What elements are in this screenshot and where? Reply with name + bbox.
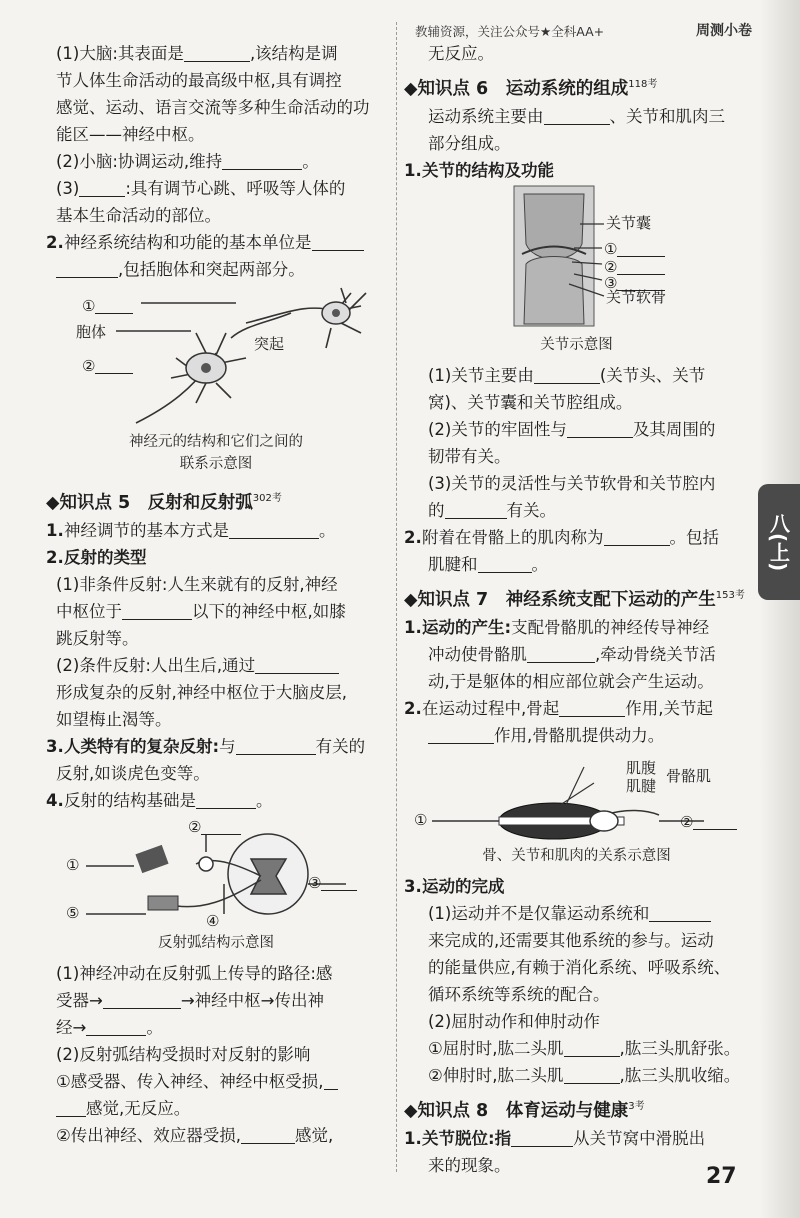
reflex-label-1: ① [66,856,80,874]
joint-label-capsule: 关节囊 [606,214,652,232]
answer-blank[interactable] [445,500,507,519]
section-7-heading: ◆知识点 7 神经系统支配下运动的产生$^{153考}$ [404,589,745,610]
answer-blank[interactable] [527,644,595,663]
page-edge-shadow [760,0,800,1218]
reflex-arc-figure [46,814,386,932]
muscle-label-belly: 肌腹 [626,759,657,777]
reflex-label-2: ② [188,816,241,836]
answer-blank[interactable] [86,1017,146,1036]
joint-figure [404,184,749,334]
page-number: 27 [706,1164,737,1189]
text-line: (1)非条件反射:人生来就有的反射,神经 [56,575,338,594]
text-line: 动,于是躯体的相应部位就会产生运动。 [428,672,714,691]
text-line: (1)关节主要由 (关节头、关节 [428,366,706,385]
text-line: 跳反射等。 [56,629,139,648]
reflex-label-3: ③ [308,872,357,892]
text-line: 冲动使骨骼肌 ,牵动骨绕关节活 [428,645,716,664]
muscle-caption: 骨、关节和肌肉的关系示意图 [482,848,671,864]
joint-label-2: ② [604,256,665,276]
answer-blank[interactable] [649,903,711,922]
neuron-label-1: ① [82,295,133,315]
k7-q1: 1.运动的产生:支配骨骼肌的神经传导神经 [404,618,710,637]
k6-q1: 1.关节的结构及功能 [404,161,554,180]
answer-blank[interactable] [236,736,316,755]
joint-label-cartilage: 关节软骨 [606,288,667,306]
joint-label-1: ① [604,238,665,258]
neuron-caption-1: 神经元的结构和它们之间的 [129,434,303,450]
neuron-label-2: ② [82,355,133,375]
k5-q3: 3.人类特有的复杂反射:与 有关的 [46,737,366,756]
reflex-label-4: ④ [206,912,220,930]
neuron-figure [46,283,386,431]
text-line: 无反应。 [428,44,494,63]
muscle-label-1: ① [414,811,428,829]
question-2: 2.神经系统结构和功能的基本单位是 [46,229,386,256]
k5-q2: 2.反射的类型 [46,548,147,567]
left-column [46,40,386,1149]
answer-blank[interactable] [255,655,339,674]
answer-blank[interactable] [229,520,319,539]
section-6-heading: ◆知识点 6 运动系统的组成$^{118考}$ [404,78,658,99]
text-line: 如望梅止渴等。 [56,710,172,729]
answer-blank[interactable] [428,725,494,744]
answer-blank[interactable] [241,1125,295,1144]
text-line: 能区——神经中枢。 [56,125,205,144]
text-line: 运动系统主要由 、关节和肌肉三 [428,107,725,126]
text-line: (2)条件反射:人出生后,通过 [46,652,386,679]
text-line: (1)大脑:其表面是 ,该结构是调 [56,44,338,63]
k5-q4: 4.反射的结构基础是 。 [46,791,273,810]
k8-q1: 1.关节脱位:指 从关节窝中滑脱出 [404,1129,706,1148]
answer-blank[interactable] [511,1128,573,1147]
answer-blank[interactable] [184,43,250,62]
text-line: (1)神经冲动在反射弧上传导的路径:感 [56,964,333,983]
answer-blank[interactable] [103,990,181,1009]
text-line: 来完成的,还需要其他系统的参与。运动 [428,931,714,950]
text-line: 感觉、运动、语言交流等多种生命活动的功 [56,98,370,117]
answer-blank[interactable] [564,1065,620,1084]
answer-blank[interactable] [196,790,256,809]
k6-q2: 2.附着在骨骼上的肌肉称为 。包括 [404,528,719,547]
answer-blank[interactable] [567,419,633,438]
answer-blank[interactable] [222,151,302,170]
answer-blank[interactable] [478,554,532,573]
k7-q2: 2.在运动过程中,骨起 作用,关节起 [404,699,713,718]
text-line: 反射,如谈虎色变等。 [56,764,210,783]
right-column [404,40,749,1179]
text-line: 肌腱和 。 [428,555,548,574]
grade-side-tab: 八(上) [758,484,800,600]
text-line: 部分组成。 [428,134,511,153]
text-line: ①感受器、传入神经、神经中枢受损, [46,1068,386,1095]
muscle-label-tendon: 肌腱 [626,777,657,795]
reflex-label-5: ⑤ [66,904,80,922]
header-promo: 教辅资源，关注公众号★全科AA+ [415,24,605,39]
muscle-figure [404,749,749,845]
reflex-caption: 反射弧结构示意图 [158,935,274,951]
k7-q3: 3.运动的完成 [404,877,505,896]
joint-label-3: ③ [604,272,665,292]
answer-blank[interactable] [56,259,118,278]
neuron-caption-2: 联系示意图 [179,456,253,472]
text-line: 受器→ →神经中枢→传出神 [56,991,324,1010]
text-line: 经→ 。 [56,1018,163,1037]
answer-blank[interactable] [79,178,125,197]
text-line: 基本生命活动的部位。 [56,206,221,225]
text-line: (3) :具有调节心跳、呼吸等人体的 [56,179,346,198]
answer-blank[interactable] [534,365,600,384]
muscle-label-2: ② [680,811,737,831]
answer-blank[interactable] [56,1098,86,1117]
text-line: (2)反射弧结构受损时对反射的影响 [56,1045,311,1064]
text-line: ②伸肘时,肱二头肌 ,肱三头肌收缩。 [428,1066,741,1085]
answer-blank[interactable] [604,527,670,546]
text-line: 来的现象。 [428,1156,511,1175]
answer-blank[interactable] [324,1071,338,1090]
answer-blank[interactable] [559,698,625,717]
text-line: 作用,骨骼肌提供动力。 [404,722,749,749]
text-line: 节人体生命活动的最高级中枢,具有调控 [56,71,342,90]
text-line: ,包括胞体和突起两部分。 [46,256,386,283]
muscle-label-skeletal: 骨骼肌 [666,767,712,785]
text-line: (3)关节的灵活性与关节软骨和关节腔内 [428,474,716,493]
answer-blank[interactable] [122,601,192,620]
text-line: 中枢位于 以下的神经中枢,如膝 [56,602,346,621]
joint-caption: 关节示意图 [540,337,613,353]
text-line: 循环系统等系统的配合。 [428,985,610,1004]
k5-q1: 1.神经调节的基本方式是 。 [46,521,336,540]
text-line: (2)关节的牢固性与 及其周围的 [428,420,716,439]
text-line: 形成复杂的反射,神经中枢位于大脑皮层, [56,683,347,702]
text-line: 的 有关。 [428,501,556,520]
answer-blank[interactable] [312,232,364,251]
column-divider [396,22,397,1172]
joint-drawing [404,184,749,334]
neuron-label-body: 胞体 [76,323,107,341]
text-line: ②传出神经、效应器受损, 感觉, [56,1126,334,1145]
text-line: (2)小脑:协调运动,维持 。 [56,152,319,171]
header-title: 周测小卷 [696,23,752,39]
text-line: 感觉,无反应。 [46,1095,386,1122]
section-8-heading: ◆知识点 8 体育运动与健康$^{3考}$ [404,1100,645,1121]
text-line: 韧带有关。 [428,447,511,466]
text-line: ①屈肘时,肱二头肌 ,肱三头肌舒张。 [428,1039,741,1058]
answer-blank[interactable] [564,1038,620,1057]
text-line: (1)运动并不是仅靠运动系统和 [404,900,749,927]
neuron-label-process: 突起 [254,335,285,353]
answer-blank[interactable] [544,106,610,125]
section-5-heading: ◆知识点 5 反射和反射弧$^{302考}$ [46,492,282,513]
text-line: (2)屈肘动作和伸肘动作 [428,1012,600,1031]
text-line: 窝)、关节囊和关节腔组成。 [428,393,633,412]
text-line: 的能量供应,有赖于消化系统、呼吸系统、 [428,958,731,977]
